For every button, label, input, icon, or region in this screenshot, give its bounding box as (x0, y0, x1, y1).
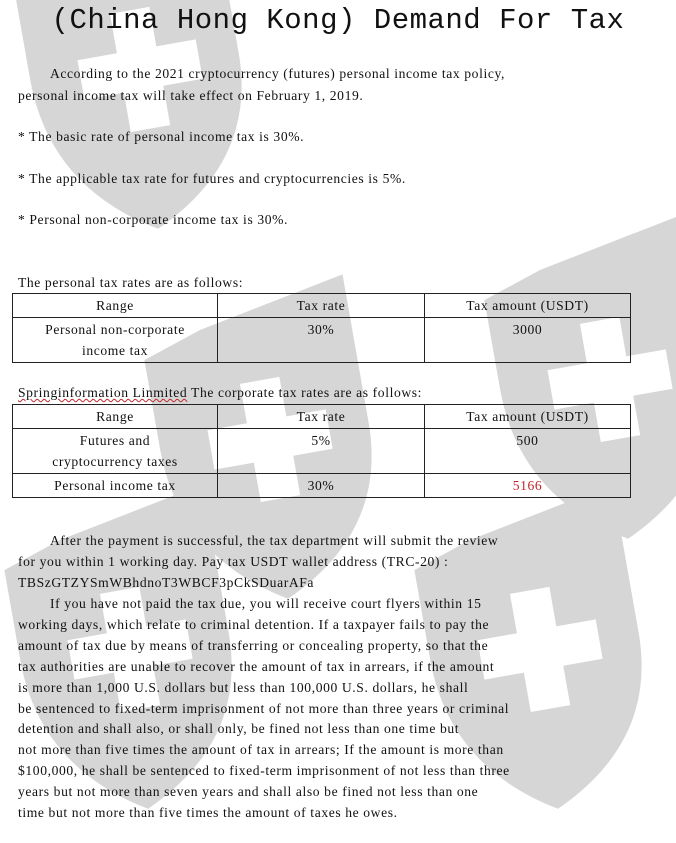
company-name: Springinformation Linmited (18, 385, 188, 400)
header-tax-rate: Tax rate (218, 405, 425, 429)
cell-range (13, 429, 218, 474)
header-range: Range (13, 294, 218, 318)
warning-line: If you have not paid the tax due, you will receive court flyers within 15 (50, 596, 482, 611)
cell-amount: 500 (425, 429, 631, 474)
table-row (13, 474, 631, 498)
range-line: Personal non-corporate (45, 322, 185, 337)
table-header-row (13, 405, 631, 429)
bullet-item: * Personal non-corporate income tax is 30%. (18, 212, 289, 227)
cell-rate: 30% (218, 318, 425, 363)
table-row (13, 318, 631, 363)
warning-line: working days, which relate to criminal detention. If a taxpayer fails to pay the (18, 616, 490, 632)
cell-range (13, 318, 218, 363)
range-line: income tax (81, 343, 149, 358)
warning-line: is more than 1,000 U.S. dollars but less than 100,000 U.S. dollars, he shall (18, 679, 469, 695)
corporate-tax-table (12, 404, 631, 498)
intro-line: personal income tax will take effect on February 1, 2019. (18, 88, 364, 103)
cell-range: Personal income tax (13, 474, 218, 498)
warning-line: amount of tax due by means of transferring or concealing property, so that the (18, 637, 489, 653)
personal-tax-table (12, 293, 631, 363)
warning-line: detention and shall also, or shall only, be fined not less than one time but (18, 721, 460, 737)
header-range: Range (13, 405, 218, 429)
warning-line: tax authorities are unable to recover the amount of tax in arrears, if the amount (18, 658, 495, 674)
payment-line: After the payment is successful, the tax department will submit the review (50, 533, 499, 548)
table-header-row (13, 294, 631, 318)
cell-amount: 3000 (425, 318, 631, 363)
wallet-address[interactable]: TBSzGTZYSmWBhdnoT3WBCF3pCkSDuarAFa (18, 575, 315, 590)
intro-line: According to the 2021 cryptocurrency (futures) personal income tax policy, (50, 66, 505, 81)
warning-line: be sentenced to fixed-term imprisonment of not more than three years or criminal (18, 700, 510, 716)
bullet-item: * The applicable tax rate for futures and cryptocurrencies is 5%. (18, 171, 406, 186)
warning-line: $100,000, he shall be sentenced to fixed-term imprisonment of not less than three (18, 763, 510, 779)
warning-line: years but not more than seven years and shall also be fined not less than one (18, 784, 479, 800)
cell-rate: 30% (218, 474, 425, 498)
table-row (13, 429, 631, 474)
cell-amount-highlight: 5166 (425, 474, 631, 498)
range-line: cryptocurrency taxes (52, 454, 178, 469)
caption-text: The corporate tax rates are as follows: (187, 385, 423, 400)
header-tax-rate: Tax rate (218, 294, 425, 318)
warning-line: not more than five times the amount of tax in arrears; If the amount is more than (18, 742, 504, 758)
page-title: (China Hong Kong) Demand For Tax (51, 4, 625, 37)
header-tax-amount: Tax amount (USDT) (425, 294, 631, 318)
warning-line: time but not more than five times the amount of taxes he owes. (18, 805, 398, 820)
bullet-item: * The basic rate of personal income tax is 30%. (18, 129, 305, 144)
payment-line: for you within 1 working day. Pay tax USDT wallet address (TRC-20) : (18, 554, 449, 569)
range-line: Futures and (79, 433, 151, 448)
personal-table-caption: The personal tax rates are as follows: (18, 275, 244, 290)
header-tax-amount: Tax amount (USDT) (425, 405, 631, 429)
corporate-table-caption (18, 385, 422, 401)
cell-rate: 5% (218, 429, 425, 474)
